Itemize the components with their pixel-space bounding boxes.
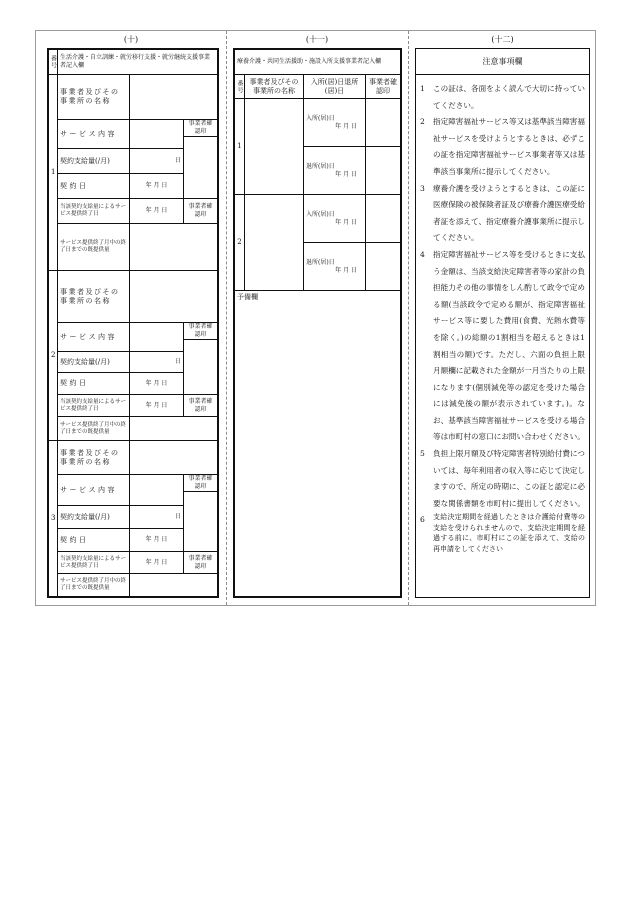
column-divider	[226, 31, 227, 605]
provider-name-cell[interactable]	[245, 99, 304, 195]
panel-10-frame	[47, 48, 219, 598]
service-content-label: サービス内容	[58, 323, 130, 352]
provider-name-cell[interactable]	[130, 75, 218, 120]
used-amount-label: サービス提供終了月中の終了日までの既提供量	[58, 224, 130, 271]
service-content-label: サービス内容	[58, 120, 130, 149]
seal-cell[interactable]	[366, 147, 401, 195]
panel-10-header: 生活介護・自立訓練・就労移行支援・就労継続支援事業者記入欄	[58, 50, 218, 75]
service-content-cell[interactable]	[130, 120, 184, 149]
service-content-label: サービス内容	[58, 475, 130, 506]
note-text: この証は、各面をよく読んで大切に持っていてください。	[433, 84, 585, 110]
seal-cell[interactable]	[366, 195, 401, 243]
notes-header: 注意事項欄	[416, 49, 589, 75]
panel-11-header: 療養介護・共同生活援助・施設入所支援事業者記入欄	[235, 50, 401, 75]
seal-label: 事業者確認印	[184, 395, 218, 417]
note-number: 5	[420, 449, 425, 459]
panel-12-frame	[415, 48, 590, 598]
seal-label: 事業者確認印	[184, 323, 218, 340]
end-date-cell[interactable]: 年 月 日	[130, 199, 184, 224]
note-number: 1	[420, 84, 425, 93]
note-number: 3	[420, 183, 425, 193]
used-amount-label: サービス提供終了月中の終了日までの既提供量	[58, 574, 130, 597]
provider-name-label: 事業者及びその事業所の名称	[58, 441, 130, 475]
seal-cell[interactable]	[366, 243, 401, 291]
seal-label: 事業者確認印	[184, 199, 218, 224]
end-date-label: 当該契約支給量によるサービス提供終了日	[58, 395, 130, 417]
move-out-date-cell[interactable]	[304, 147, 366, 195]
move-out-label: 退所(居)日	[306, 162, 335, 170]
panel-12-title: (十二)	[491, 35, 514, 44]
remarks-label: 予備欄	[237, 293, 258, 301]
note-item	[420, 114, 585, 180]
end-date-cell[interactable]: 年 月 日	[130, 395, 184, 417]
contract-date-label: 契約日	[58, 529, 130, 552]
service-content-cell[interactable]	[130, 475, 184, 506]
contract-amount-label: 契約支給量(/月)	[58, 149, 130, 174]
column-divider	[408, 31, 409, 605]
move-out-label: 退所(居)日	[306, 258, 335, 266]
move-in-label: 入所(居)日	[306, 114, 335, 122]
contract-date-cell[interactable]: 年 月 日	[130, 529, 184, 552]
move-in-date-cell[interactable]	[304, 195, 366, 243]
provider-col-header: 事業者及びその事業所の名称	[245, 75, 304, 99]
note-item	[420, 181, 585, 247]
provider-name-label: 事業者及びその事業所の名称	[58, 75, 130, 120]
block-number: 2	[49, 271, 58, 441]
used-amount-cell[interactable]	[130, 417, 218, 441]
notes-list	[420, 81, 585, 554]
used-amount-label: サービス提供終了月中の終了日までの既提供量	[58, 417, 130, 441]
note-item	[420, 247, 585, 446]
move-out-ymd: 年 月 日	[335, 170, 357, 178]
seal-label: 事業者確認印	[184, 552, 218, 574]
note-number: 6	[420, 515, 425, 525]
move-in-ymd: 年 月 日	[335, 122, 357, 130]
move-in-date-cell[interactable]	[304, 99, 366, 147]
panel-11-table	[234, 49, 401, 597]
header-no-label: 番号	[235, 75, 245, 99]
end-date-label: 当該契約支給量によるサービス提供終了日	[58, 552, 130, 574]
note-item	[420, 446, 585, 512]
move-out-date-cell[interactable]	[304, 243, 366, 291]
used-amount-cell[interactable]	[130, 224, 218, 271]
move-in-ymd: 年 月 日	[335, 218, 357, 226]
note-text: 療養介護を受けようとするときは、この証に医療保険の被保険者証及び療養介護医療受給者証を添えて、指定療養介護事業所に提示してください。	[433, 183, 585, 243]
provider-name-cell[interactable]	[245, 195, 304, 291]
contract-amount-cell[interactable]: 日	[130, 149, 184, 174]
contract-date-cell[interactable]: 年 月 日	[130, 174, 184, 199]
used-amount-cell[interactable]	[130, 574, 218, 597]
panel-11-frame	[233, 48, 402, 598]
note-item	[420, 512, 585, 554]
seal-label: 事業者確認印	[184, 120, 218, 137]
note-text: 支給決定期間を経過したときは介護給付費等の支給を受けられませんので、支給決定期間を経過する前に、市町村にこの証を添えて、支給の再申請をしてください	[433, 513, 585, 553]
end-date-cell[interactable]: 年 月 日	[130, 552, 184, 574]
provider-name-cell[interactable]	[130, 271, 218, 323]
end-date-label: 当該契約支給量によるサービス提供終了日	[58, 199, 130, 224]
provider-name-cell[interactable]	[130, 441, 218, 475]
contract-amount-label: 契約支給量(/月)	[58, 352, 130, 373]
seal-cell[interactable]	[184, 340, 218, 395]
panel-10-title: (十)	[123, 35, 139, 44]
seal-cell[interactable]	[184, 137, 218, 199]
remarks-field[interactable]	[235, 291, 401, 597]
header-no-label: 番号	[49, 50, 58, 75]
note-number: 2	[420, 117, 425, 127]
seal-cell[interactable]	[366, 99, 401, 147]
provider-name-label: 事業者及びその事業所の名称	[58, 271, 130, 323]
panel-11-title: (十一)	[305, 35, 329, 44]
service-content-cell[interactable]	[130, 323, 184, 352]
seal-label: 事業者確認印	[184, 475, 218, 492]
note-item	[420, 81, 585, 114]
contract-date-label: 契約日	[58, 373, 130, 395]
dates-col-header: 入所(居)日退所(居)日	[304, 75, 366, 99]
contract-amount-cell[interactable]: 日	[130, 506, 184, 529]
move-out-ymd: 年 月 日	[335, 266, 357, 274]
seal-cell[interactable]	[184, 492, 218, 552]
note-text: 指定障害福祉サービス等を受けるときに支払う金額は、当該支給決定障害者等の家計の負担能力その他の事情をしん酌して政令で定める額(当該政令で定める額が、指定障害福祉サービス等に要した費用(食費、光熱水費等を除く。)の総額の1割相当を超えるときは1割相当の額)です。ただし、六面の負担上限月額欄に記載された金額が一月当たりの上限になります(個別減免等の認定を受けた場合には減免後の額が表示されています。)。なお、基準該当障害福祉サービスを受ける場合等は市町村の窓口にお問い合わせください。	[433, 249, 585, 442]
block-number: 3	[49, 441, 58, 597]
contract-date-label: 契約日	[58, 174, 130, 199]
note-text: 指定障害福祉サービス等又は基準該当障害福祉サービスを受けようとするときは、必ずこの証を指定障害福祉サービス事業者等又は基準該当事業所に提示してください。	[433, 117, 585, 176]
certificate-sheet	[35, 30, 596, 606]
note-text: 負担上限月額及び特定障害者特別給付費については、毎年利用者の収入等に応じて決定しますので、所定の時期に、この証と認定に必要な関係書類を市町村に提出してください。	[433, 449, 585, 508]
block-number: 1	[49, 75, 58, 271]
panel-10-table	[48, 49, 218, 597]
seal-col-header: 事業者確認印	[366, 75, 401, 99]
block-number: 1	[235, 99, 245, 195]
contract-amount-label: 契約支給量(/月)	[58, 506, 130, 529]
move-in-label: 入所(居)日	[306, 210, 335, 218]
block-number: 2	[235, 195, 245, 291]
contract-date-cell[interactable]: 年 月 日	[130, 373, 184, 395]
note-number: 4	[420, 249, 425, 259]
contract-amount-cell[interactable]: 日	[130, 352, 184, 373]
